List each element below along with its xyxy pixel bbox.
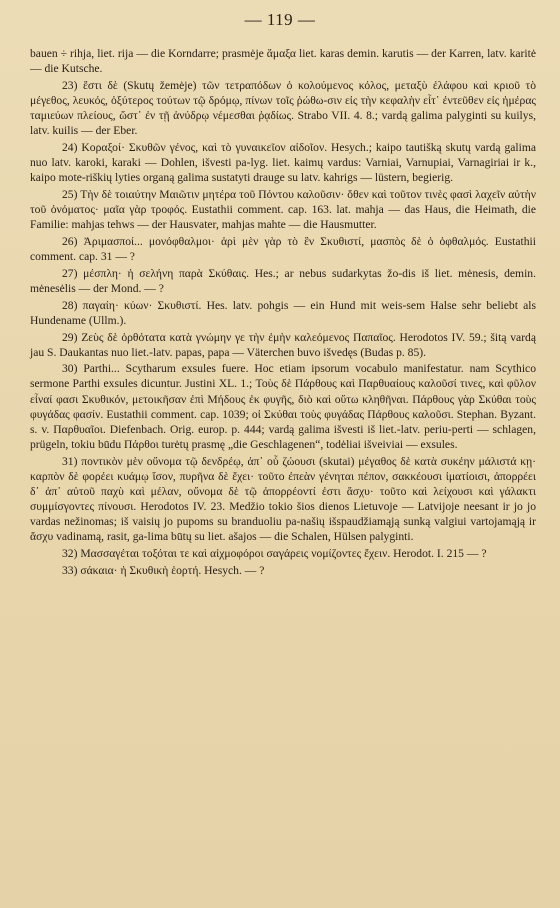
page-text: [30, 46, 536, 579]
footnote-30: 30) Parthi... Scytharum exsules fuere. Hoc etiam ipsorum vocabulo manifestatur. nam Scythico sermone Parthi exsules dicuntur. Justini XL. 1.; Τοὺς δὲ Πάρθους καὶ Παρθυαίους καλοῦσί τινες, καὶ φῦλον εἶναί φασι Σκυθικόν, μετοικῆσαν ἐπὶ Μήδους ἐκ φυγῆς, διὸ καὶ οὕτω κληθῆναι. Πάρθους γὰρ Σκύθαι τοὺς φυγάδας φασίν. Eustathii comment. cap. 1039; οἱ Σκύθαι τοὺς φυγάδας Πάρθους καλοῦσι. Stephan. Byzant. s. v. Παρθυαῖοι. Diefenbach. Orig. europ. p. 444; vardą galima išvesti iš liet.-latv. periu-perti — schlagen, prügeln, tokiu būdu Πάρθοι turėtų prasmę „die Geschlagenen“, todėliai išveiviai — exsules.: [30, 362, 536, 451]
footnote-28: 28) παγαίη· κύων· Σκυθιστί. Hes. latv. pohgis — ein Hund mit weis-sem Halse sehr beliebt als Hundename (Ullm.).: [30, 298, 536, 327]
footnote-25: 25) Τὴν δὲ τοιαύτην Μαιῶτιν μητέρα τοῦ Πόντου καλοῦσιν· ὅθεν καὶ τοῦτον τινὲς φασὶ λαχεῖν αὐτὴν τοῦ ὀνόματος· μαῖα γὰρ τροφός. Eustathii comment. cap. 163. lat. mahja — das Haus, die Heimath, die Familie: mahjas tehws — der Hausvater, mahjas mahte — die Hausmutter.: [30, 187, 536, 232]
page-number: — 119 —: [244, 10, 316, 29]
footnote-27: 27) μέσπλη· ἡ σελήνη παρὰ Σκύθαις. Hes.; ar nebus sudarkytas žo-dis iš liet. mėnesis, demin. mėnesėlis — der Mond. — ?: [30, 266, 536, 295]
footnote-33: 33) σάκαια· ἡ Σκυθικὴ ἑορτή. Hesych. — ?: [62, 563, 265, 577]
footnote-24: 24) Κοραξοί· Σκυθῶν γένος, καὶ τὸ γυναικεῖον αἰδοῖον. Hesych.; kaipo tautišką skutų vardą galima nuo latv. karoki, karaki — Dohlen, išvesti pa-lyg. liet. kaimų vardus: Varniai, Varnupiai, Varnagiriai ir k., kaipo mote-riškių lyties organą galima sustatyti drauge su latv. kahrigs — lüstern, begierig.: [30, 140, 536, 185]
footnote-23: 23) ἔστι δὲ (Skutų žemėje) τῶν τετραπόδων ὁ κολούμενος κόλος, μεταξὺ ἐλάφου καὶ κριοῦ τὸ μέγεθος, λευκός, ὀξύτερος τούτων τῷ δρόμῳ, πίνων τοῖς ῥώθω-σιν εἰς τὴν κεφαλὴν εἶτ᾽ ἐντεῦθεν εἰς ἡμέρας ταμιεύων πλείους, ὥστ᾽ ἐν τῇ ἀνύδρῳ νέμεσθαι ῥᾳδίως. Strabo VII. 4. 8.; vardą galima palyginti su kuilys, latv. kuilis — der Eber.: [30, 78, 536, 138]
entry-continuation: bauen ÷ rihja, liet. rija — die Korndarre; prasmėje ἅμαξα liet. karas demin. karutis — der Karren, latv. karitė — die Kutsche.: [30, 47, 536, 76]
footnote-26: 26) Ἀριμασποί... μονόφθαλμοι· ἀρὶ μὲν γὰρ τὸ ἓν Σκυθιστί, μασπὸς δὲ ὁ ὀφθαλμός. Eustathii comment. cap. 31 — ?: [30, 234, 536, 263]
footnote-31: 31) ποντικὸν μὲν οὔνομα τῷ δενδρέῳ, ἀπ᾽ οὗ ζώουσι (skutai) μέγαθος δὲ κατὰ συκέην μάλιστά κῃ· καρπὸν δὲ φορέει κυάμῳ ἴσον, πυρῆνα δὲ ἔχει· τοῦτο ἐπεὰν γένηται πέπον, σακκέουσι ἱματίοισι, ἀπορρέει δ᾽ ἀπ᾽ αὐτοῦ παχὺ καὶ μέλαν, οὔνομα δὲ τῷ ἀπορρέοντί ἐστι ἄσχυ· τοῦτο καὶ λείχουσι καὶ γάλακτι συμμίσγοντες πίνουσι. Herodotos IV. 23. Medžio tokio šios dienos Lietuvoje — Latvijoje neesant ir jo jo vardas nežinomas; iš vaisių jo pupoms su branduoliu pa-našių išspaudžiamąją sunką valgiui vartojamąją ir ἄσχυ vadinamą, rasit, ga-lima būtų su liet. ašajos — die Schalen, Hülsen palyginti.: [30, 454, 536, 544]
footnote-29: 29) Ζεὺς δὲ ὀρθότατα κατὰ γνώμην γε τὴν ἐμὴν καλεόμενος Παπαῖος. Herodotos IV. 59.; šitą vardą jau S. Daukantas nuo liet.-latv. papas, papa — Väterchen buvo išvedęs (Budas p. 85).: [30, 330, 536, 359]
footnote-32: 32) Μασσαγέται τοξόται τε καὶ αἰχμοφόροι σαγάρεις νομίζοντες ἔχειν. Herodot. I. 215 — ?: [62, 546, 487, 560]
